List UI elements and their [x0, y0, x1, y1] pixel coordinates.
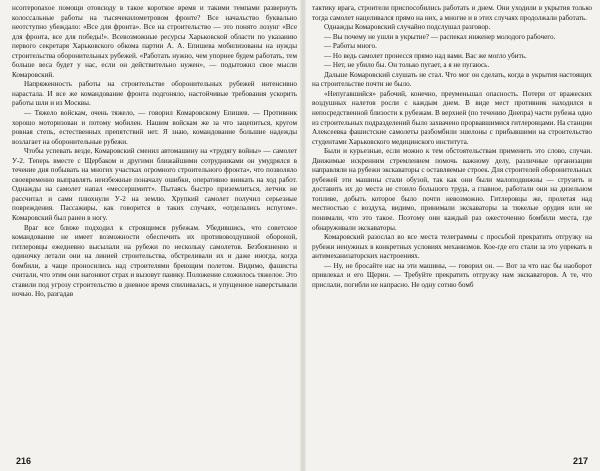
right-page: [312, 4, 592, 466]
paragraph: — Но ведь самолет пронесся прямо над вами. Вас же могло убить.: [324, 51, 527, 60]
right-page-body: [312, 4, 592, 290]
paragraph: Комаровский разослал во все места телеграммы с просьбой прекратить отгрузку на рубежи ненужных в конкретных условиях механизмов. Кое-где его стали за это упрекать в антимеханизаторских настроениях.: [312, 233, 592, 261]
paragraph: — Нет, не убило бы. Он только пугает, а я не пугаюсь.: [324, 61, 490, 70]
paragraph: — Ну, не бросайте нас на эти машины, — говорил он. — Вот за что нас бы наоборот привлекал и его Щерин. — Требуйте прекратить отгрузку нам экскаваторов. А те, что прислали, погибли не напрасно. Не одну сотню бомб: [312, 261, 592, 289]
paragraph: «Непугавшийся» рабочий, конечно, преуменьшал опасность. Потери от вражеских воздушных налетов росли с каждым днем. В виде мест противник находился в непосредственной близости к рубежам. В верхней (по течению Днепра) части рубежа одно из строительных подразделений было захвачено прорвавшимися гитлеровцами. На станции Алексеевка фашистские самолеты разбомбили эшелоны с прибывшими на строительство студентами Харьковского медицинского института.: [312, 89, 592, 146]
left-page: [12, 4, 297, 466]
paragraph: — Вы почему не ушли в укрытие? — распекал инженер молодого рабочего.: [324, 32, 556, 41]
left-page-body: [12, 4, 297, 300]
paragraph: Были и курьезные, если можно к тем обстоятельствам применить это слово, случаи. Движимые искренним стремлением помочь важному делу, различные организации направляли на рубежи экскаваторы с оставляемые строек. Для строителей оборонительных рубежей эти машины стали обузой, так как они были малоподвижны — сгрузить и доставить их до места не стоило большого труда, а главное, работали они на дизельном топливе, добыть которое было почти невозможно. Гитлеровцы же, пролетая над местностью с воздуха, видимо, принимали экскаваторы за тяжелые орудия или не понимали, что это такое. Поэтому они каждый раз ожесточенно бомбили места, где обнаруживали экскаваторы.: [312, 147, 592, 232]
page-number: 217: [572, 456, 588, 466]
paragraph: Однажды Комаровский случайно подслушал разговор.: [324, 23, 491, 32]
paragraph: Дальше Комаровский слушать не стал. Что мог он сделать, когда в укрытия настоящих на строительстве почти не было.: [312, 70, 592, 89]
paragraph: — Работы много.: [324, 42, 377, 51]
gutter: [300, 0, 306, 471]
paragraph: тактику врага, строители приспособились работать и днем. Они уходили в укрытия только тогда самолет нацеливался прямо на них, а многие и в этих случаях продолжали работать.: [312, 4, 592, 22]
paragraph: Напряженность работы на строительстве оборонительных рубежей интенсивно нарастала. И все же командование фронта подгоняло, настойчивые требования ускорить работы шли и из Москвы.: [12, 80, 297, 108]
paragraph: Враг все ближе подходил к строящимся рубежам. Убедившись, что советское командование не имеет возможности обеспечить их противовоздушной обороной, гитлеровцы ежедневно высылали на рубежи по нескольку самолетов. Безбоязненно и одиночку летали они на линией строительства, обстреливали их и даже иногда, когда бомбили, а чаще проносились над строителями бреющим полетом. Видимо, фашисты считали, что этим они нагоняют страх и вызовут панику. Положение сложилось тяжелое. Это ставили под угрозу строительство в дневное время спиливалась, и упущенное наверстывали ночью. Но, разгадав: [12, 223, 297, 299]
paragraph: нcorreponaxoe помощи отовсюду в такое короткое время и такими темпами развернуть колоссальные работы на тысячекилометровом фронте? Все начальство буквально неотступно убеждало: «Все для фронта». Все на строительство — это понято лозунг «Все для фронта, все для победы!». Всевозможные ресурсы Харьковской области по указанию первого секретаря Харьковского обкома партии А. А. Епишева мобилизованы на нужды строительства оборонительных рубежей. «Работать нужно, чем упорнее будем работать, тем больше веса будет у нас, если он действительно нужен», — подытожил свое мысли Комаровский.: [12, 4, 297, 79]
page-number: 216: [16, 456, 32, 466]
paragraph: Чтобы успевать везде, Комаровский сменил автомашину на «трудягу войны» — самолет У-2. Теперь вместе с Щербаком и другими ближайшими сотрудниками он умудрялся в течение дня побывать на многих участках огромного строительного фронта», что позволяло своевременно выправлять неизбежные поначалу ошибки, оперативно вникать на ход работ. Однажды на самолет напал «мессершмитт». Пытаясь быстро приземлиться, летчик не рассчитал и сами плюхнули У-2 на землю. Хрупкий самолет получил серьезные повреждения. Пассажиры, как говорится в таких случаях, «отделались испугом». Комаровский был ранен в ногу.: [12, 147, 297, 223]
paragraph: — Тяжело войскам, очень тяжело, — говорил Комаровскому Епишев. — Противник хорошо моторизован и потому мобилен. Нашим войскам же за что зацепиться, кругом ровная степь, естественных препятствий нет. Я знаю, командование большие надежды возлагает на оборонительные рубежи.: [12, 109, 297, 146]
